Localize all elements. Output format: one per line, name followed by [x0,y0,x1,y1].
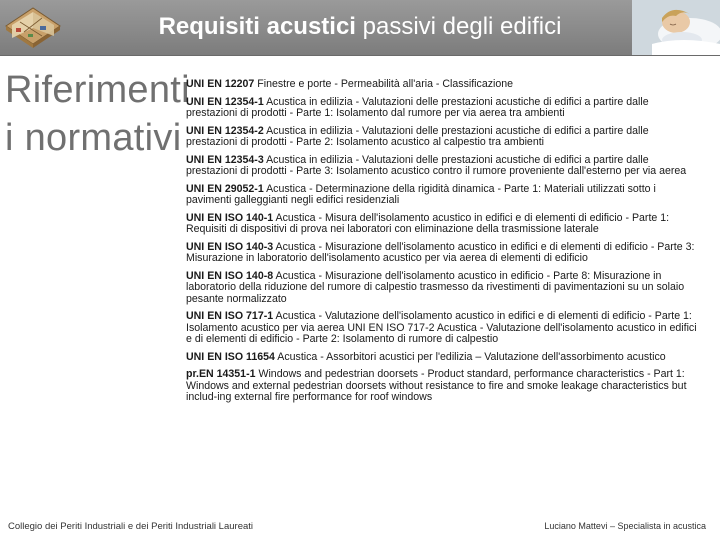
page-title-rest: passivi degli edifici [355,13,562,40]
reference-item [186,213,701,236]
reference-description: Finestre e porte - Permeabilità all'aria - Classificazione [254,78,514,90]
reference-code: UNI EN ISO 140-1 [186,211,274,224]
page-title-bold: Requisiti acustici [158,13,356,40]
reference-description: Acustica in edilizia - Valutazioni delle prestazioni acustiche di edifici a partire dalle prestazioni di prodotti - Parte 3: Isolamento acustico contro il rumore proveniente dall'esterno per via aerea [186,153,687,177]
reference-description: Windows and pedestrian doorsets - Product standard, performance characteristics - Part 1: Windows and external pedestrian doorsets without resistance to fire and smoke leakage characteristics but includ-ing external fire performance for roof windows [186,368,687,403]
reference-item [186,126,701,149]
reference-description: Acustica - Assorbitori acustici per l'edilizia – Valutazione dell'assorbimento acustico [274,350,666,363]
reference-code: pr.EN 14351-1 [186,368,256,380]
sleeping-person-icon [632,0,720,55]
section-title [5,66,190,162]
section-title-line-1: Riferimenti [5,69,190,111]
reference-item [186,155,701,178]
reference-item [186,242,701,265]
reference-description: Acustica - Misurazione dell'isolamento acustico in edificio - Parte 8: Misurazione in laboratorio della riduzione del rumore di calpestio trasmesso da rivestimenti di pavimentazioni su un solaio pesante normalizzato [186,269,685,305]
footer-organization: Collegio dei Periti Industriali e dei Periti Industriali Laureati [8,521,254,532]
reference-item [186,311,701,346]
reference-description: Acustica - Misura dell'isolamento acustico in edifici e di elementi di edificio - Parte 1: Requisiti di dispositivi di prova nei laboratori con eliminazione della trasmissione laterale [186,211,670,235]
section-title-line-2: i normativi [5,117,182,159]
reference-item [186,184,701,207]
reference-item [186,352,701,364]
reference-code: UNI EN 12354-1 [186,95,264,108]
reference-description: Acustica - Valutazione dell'isolamento acustico in edifici e di elementi di edificio - Parte 1: Isolamento acustico per via aerea UNI EN ISO 717-2 Acustica - Valutazione dell'isolamento acustico in edifici e di elementi di edificio - Parte 2: Isolamento di rumore di calpestio [186,310,697,345]
reference-description: Acustica in edilizia - Valutazioni delle prestazioni acustiche di edifici a partire dalle prestazioni di prodotti - Parte 1: Isolamento dal rumore per via aerea tra ambienti [186,95,649,119]
reference-item [186,79,701,91]
reference-code: UNI EN ISO 140-3 [186,240,274,253]
reference-code: UNI EN 29052-1 [186,182,264,195]
reference-code: UNI EN 12354-2 [186,124,264,137]
header-bar [0,0,720,56]
reference-description: Acustica - Misurazione dell'isolamento acustico in edifici e di elementi di edificio - Parte 3: Misurazione in laboratorio dell'isolamento acustico per via aerea di elementi di edificio [186,240,695,264]
reference-code: UNI EN ISO 11654 [186,350,275,363]
footer-author: Luciano Mattevi – Specialista in acustica [544,521,706,531]
reference-code: UNI EN 12354-3 [186,153,264,166]
reference-item [186,97,701,120]
reference-code: UNI EN ISO 717-1 [186,310,274,322]
references-list [186,73,701,404]
reference-description: Acustica - Determinazione della rigidità dinamica - Parte 1: Materiali utilizzati sotto i pavimenti galleggianti negli edifici residenziali [186,182,656,206]
reference-item [186,369,701,404]
reference-description: Acustica in edilizia - Valutazioni delle prestazioni acustiche di edifici a partire dalle prestazioni di prodotti - Parte 2: Isolamento acustico al calpestio tra ambienti [186,124,649,148]
reference-code: UNI EN 12207 [186,78,255,90]
reference-code: UNI EN ISO 140-8 [186,269,274,282]
page-title [0,13,720,41]
reference-item [186,271,701,306]
